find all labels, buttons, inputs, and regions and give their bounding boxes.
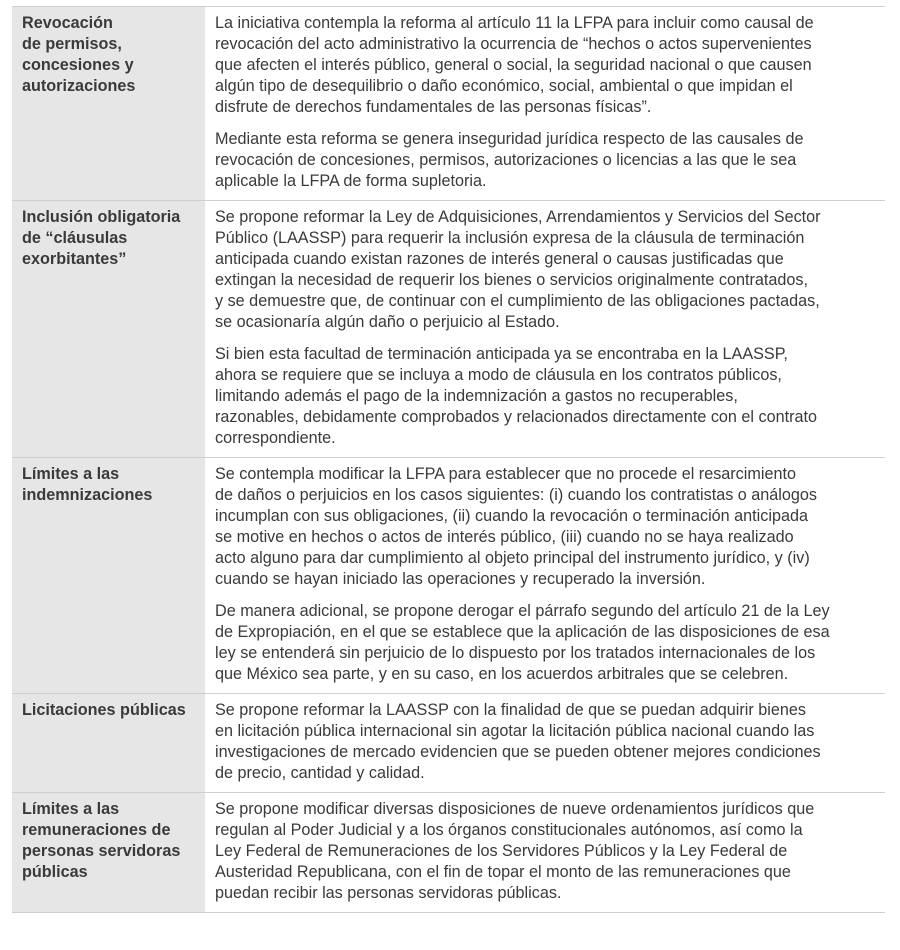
row-content — [205, 7, 885, 200]
paragraph: La iniciativa contempla la reforma al artículo 11 la LFPA para incluir como causal de revocación del acto administrativo la ocurrencia de “hechos o actos supervenientes que afecten el interés público, general o social, la seguridad nacional o que causen algún tipo de desequilibrio o daño económico, social, ambiental o que impidan el disfrute de derechos fundamentales de las personas físicas”. — [215, 14, 814, 116]
row-label: Revocación de permisos, concesiones y autorizaciones — [12, 7, 205, 200]
row-content — [205, 694, 885, 792]
row-content — [205, 793, 885, 912]
row-label: Límites a las indemnizaciones — [12, 458, 205, 693]
table-row — [12, 458, 885, 694]
table-row — [12, 793, 885, 913]
paragraph: Se contempla modificar la LFPA para establecer que no procede el resarcimiento de daños o perjuicios en los casos siguientes: (i) cuando los contratistas o análogos incumplan con sus obligaciones, (ii) cuando la revocación o terminación anticipada se motive en hechos o actos de interés público, (iii) cuando no se haya realizado acto alguno para dar cumplimiento al objeto principal del instrumento jurídico, y (iv) cuando se hayan iniciado las operaciones y recuperado la inversión. — [215, 465, 817, 588]
paragraph: Mediante esta reforma se genera inseguridad jurídica respecto de las causales de revocación de concesiones, permisos, autorizaciones o licencias a las que le sea aplicable la LFPA de forma supletoria. — [215, 130, 804, 190]
paragraph: Se propone modificar diversas disposiciones de nueve ordenamientos jurídicos que regulan al Poder Judicial y a los órganos constitucionales autónomos, así como la Ley Federal de Remuneraciones de los Servidores Públicos y la Ley Federal de Austeridad Republicana, con el fin de topar el monto de las remuneraciones que puedan recibir las personas servidoras públicas. — [215, 800, 815, 902]
table-row — [12, 7, 885, 201]
paragraph: Si bien esta facultad de terminación anticipada ya se encontraba en la LAASSP, ahora se requiere que se incluya a modo de cláusula en los contratos públicos, limitando además el pago de la indemnización a gastos no recuperables, razonables, debidamente comprobados y relacionados directamente con el contrato correspondiente. — [215, 345, 817, 447]
paragraph: De manera adicional, se propone derogar el párrafo segundo del artículo 21 de la Ley de Expropiación, en el que se establece que la aplicación de las disposiciones de esa ley se entenderá sin perjuicio de lo dispuesto por los tratados internacionales de los que México sea parte, y en su caso, en los acuerdos arbitrales que se celebren. — [215, 602, 830, 683]
row-label: Límites a las remuneraciones de personas servidoras públicas — [12, 793, 205, 912]
row-label: Inclusión obligatoria de “cláusulas exorbitantes” — [12, 201, 205, 457]
row-content — [205, 201, 885, 457]
table-row — [12, 201, 885, 458]
paragraph: Se propone reformar la LAASSP con la finalidad de que se puedan adquirir bienes en licitación pública internacional sin agotar la licitación pública nacional cuando las investigaciones de mercado evidencien que se pueden obtener mejores condiciones de precio, cantidad y calidad. — [215, 701, 821, 782]
row-label: Licitaciones públicas — [12, 694, 205, 792]
row-content — [205, 458, 885, 693]
table-row — [12, 694, 885, 793]
paragraph: Se propone reformar la Ley de Adquisiciones, Arrendamientos y Servicios del Sector Público (LAASSP) para requerir la inclusión expresa de la cláusula de terminación anticipada cuando existan razones de interés general o causas justificadas que extingan la necesidad de requerir los bienes o servicios originalmente contratados, y se demuestre que, de continuar con el cumplimiento de las obligaciones pactadas, se ocasionaría algún daño o perjuicio al Estado. — [215, 208, 821, 331]
reform-table — [12, 6, 885, 913]
